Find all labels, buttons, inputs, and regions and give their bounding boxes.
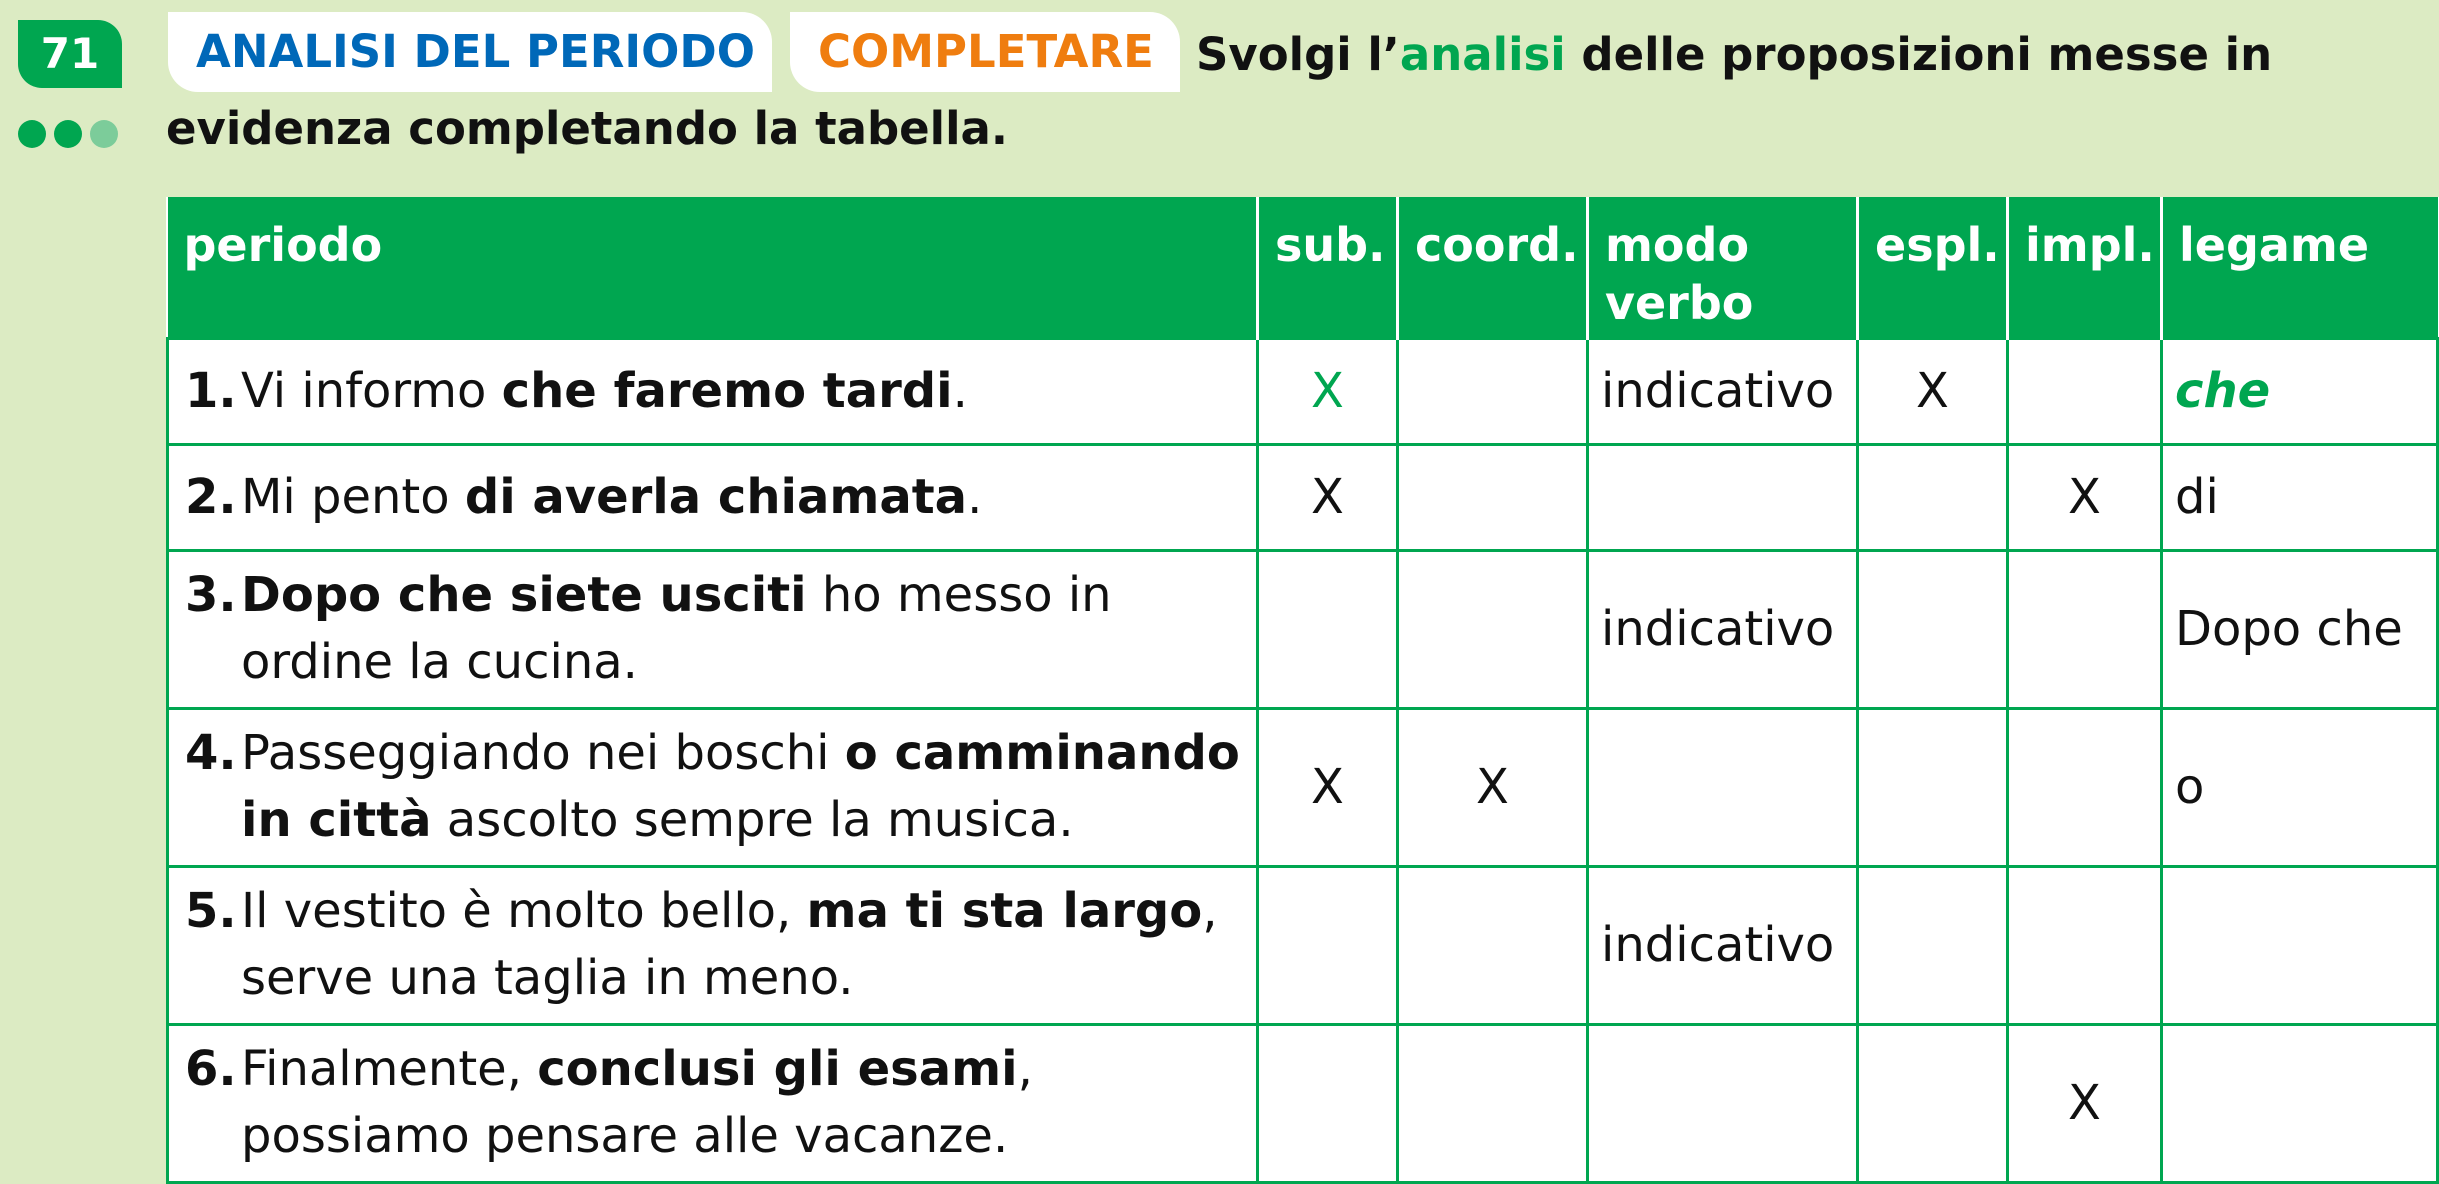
table-row [168,1024,2438,1182]
highlighted-clause: di averla chiamata [464,468,968,525]
instruction-text: delle proposizioni messe in [1565,28,2273,81]
espl-cell[interactable] [1858,866,2008,1024]
coord-cell[interactable] [1398,444,1588,550]
instruction-text: Svolgi l’ [1196,28,1400,81]
sentence-text [241,878,1242,1012]
sentence-fragment: Finalmente, [241,1041,538,1097]
difficulty-dots [18,120,118,148]
espl-cell-value: X [1916,362,1949,419]
table-row [168,708,2438,866]
header-espl: espl. [1858,197,2008,338]
legame-cell[interactable] [2162,1024,2438,1182]
sentence-fragment: Passeggiando nei boschi [241,725,845,781]
modo-verbo-cell-value: indicativo [1601,916,1835,973]
sentence-fragment: ho messo in ordine la cucina. [241,567,1112,690]
legame-cell[interactable] [2162,338,2438,444]
modo-verbo-cell[interactable] [1588,708,1858,866]
sub-cell-value: X [1311,758,1344,815]
sentence-text [241,1036,1242,1170]
sentence-text [241,358,1242,425]
sub-cell[interactable] [1258,1024,1398,1182]
sub-cell[interactable] [1258,444,1398,550]
sentence-fragment: Mi pento [241,468,465,525]
impl-cell[interactable] [2008,338,2162,444]
coord-cell[interactable] [1398,1024,1588,1182]
espl-cell[interactable] [1858,550,2008,708]
instruction-highlight: analisi [1399,28,1566,81]
impl-cell[interactable] [2008,1024,2162,1182]
sentence-number: 2. [185,468,237,525]
exercise-number: 71 [18,20,122,88]
impl-cell[interactable] [2008,708,2162,866]
sentence-fragment: Il vestito è molto bello, [241,883,807,939]
modo-verbo-cell[interactable] [1588,338,1858,444]
exercise-header [0,0,2336,190]
sentence-number: 4. [185,725,237,781]
sentence-text [241,464,1242,531]
espl-cell[interactable] [1858,708,2008,866]
highlighted-clause: ma ti sta largo [806,883,1203,939]
sentence-text [241,562,1242,696]
sub-cell[interactable] [1258,866,1398,1024]
table-body [168,338,2438,1182]
periodo-cell [168,708,1258,866]
legame-cell-value: o [2175,758,2205,815]
sentence-fragment: Vi informo [241,362,502,419]
legame-cell[interactable] [2162,708,2438,866]
sentence-fragment: , serve una taglia in meno. [241,883,1218,1006]
highlighted-clause: o camminando in città [241,725,1240,848]
modo-verbo-cell[interactable] [1588,866,1858,1024]
coord-cell-value: X [1476,758,1509,815]
header-impl: impl. [2008,197,2162,338]
periodo-cell [168,1024,1258,1182]
sub-cell[interactable] [1258,338,1398,444]
legame-cell[interactable] [2162,550,2438,708]
header-sub: sub. [1258,197,1398,338]
table-header-row [168,197,2438,338]
difficulty-dot [54,120,82,148]
periodo-cell [168,338,1258,444]
espl-cell[interactable] [1858,444,2008,550]
espl-cell[interactable] [1858,1024,2008,1182]
header-periodo: periodo [168,197,1258,338]
sentence-number: 5. [185,883,237,939]
table-row [168,338,2438,444]
impl-cell[interactable] [2008,444,2162,550]
table-row [168,866,2438,1024]
sentence-number: 6. [185,1041,237,1097]
impl-cell[interactable] [2008,866,2162,1024]
difficulty-dot [18,120,46,148]
sentence-number: 3. [185,567,237,623]
highlighted-clause: Dopo che siete usciti [241,567,807,623]
sub-cell-value: X [1311,362,1344,419]
difficulty-dot [90,120,118,148]
impl-cell-value: X [2068,1074,2101,1131]
sentence-fragment: ascolto sempre la musica. [431,792,1074,848]
modo-verbo-cell-value: indicativo [1601,362,1835,419]
sentence-fragment: , possiamo pensare alle vacanze. [241,1041,1033,1164]
legame-cell-value: che [2175,362,2271,419]
exercise-type-tag: COMPLETARE [790,12,1180,92]
table-row [168,444,2438,550]
sub-cell[interactable] [1258,708,1398,866]
periodo-cell [168,550,1258,708]
legame-cell[interactable] [2162,866,2438,1024]
coord-cell[interactable] [1398,866,1588,1024]
coord-cell[interactable] [1398,708,1588,866]
analysis-table [166,197,2439,1184]
header-coord: coord. [1398,197,1588,338]
instruction-line-2: evidenza completando la tabella. [166,102,1008,155]
table-row [168,550,2438,708]
analysis-table-container [166,197,2403,1182]
legame-cell-value: di [2175,468,2219,525]
impl-cell[interactable] [2008,550,2162,708]
instruction-line-1 [1196,27,2272,83]
coord-cell[interactable] [1398,338,1588,444]
highlighted-clause: conclusi gli esami [537,1041,1018,1097]
sentence-number: 1. [185,362,237,419]
sub-cell-value: X [1311,468,1344,525]
legame-cell[interactable] [2162,444,2438,550]
modo-verbo-cell[interactable] [1588,1024,1858,1182]
highlighted-clause: che faremo tardi [501,362,953,419]
modo-verbo-cell[interactable] [1588,550,1858,708]
sub-cell[interactable] [1258,550,1398,708]
header-legame: legame [2162,197,2438,338]
impl-cell-value: X [2068,468,2101,525]
periodo-cell [168,444,1258,550]
coord-cell[interactable] [1398,550,1588,708]
legame-cell-value: Dopo che [2175,600,2403,657]
sentence-fragment: . [952,362,968,419]
header-modo-verbo: modo verbo [1588,197,1858,338]
sentence-fragment: . [967,468,983,525]
periodo-cell [168,866,1258,1024]
modo-verbo-cell-value: indicativo [1601,600,1835,657]
espl-cell[interactable] [1858,338,2008,444]
sentence-text [241,720,1242,854]
modo-verbo-cell[interactable] [1588,444,1858,550]
section-tag: ANALISI DEL PERIODO [168,12,772,92]
